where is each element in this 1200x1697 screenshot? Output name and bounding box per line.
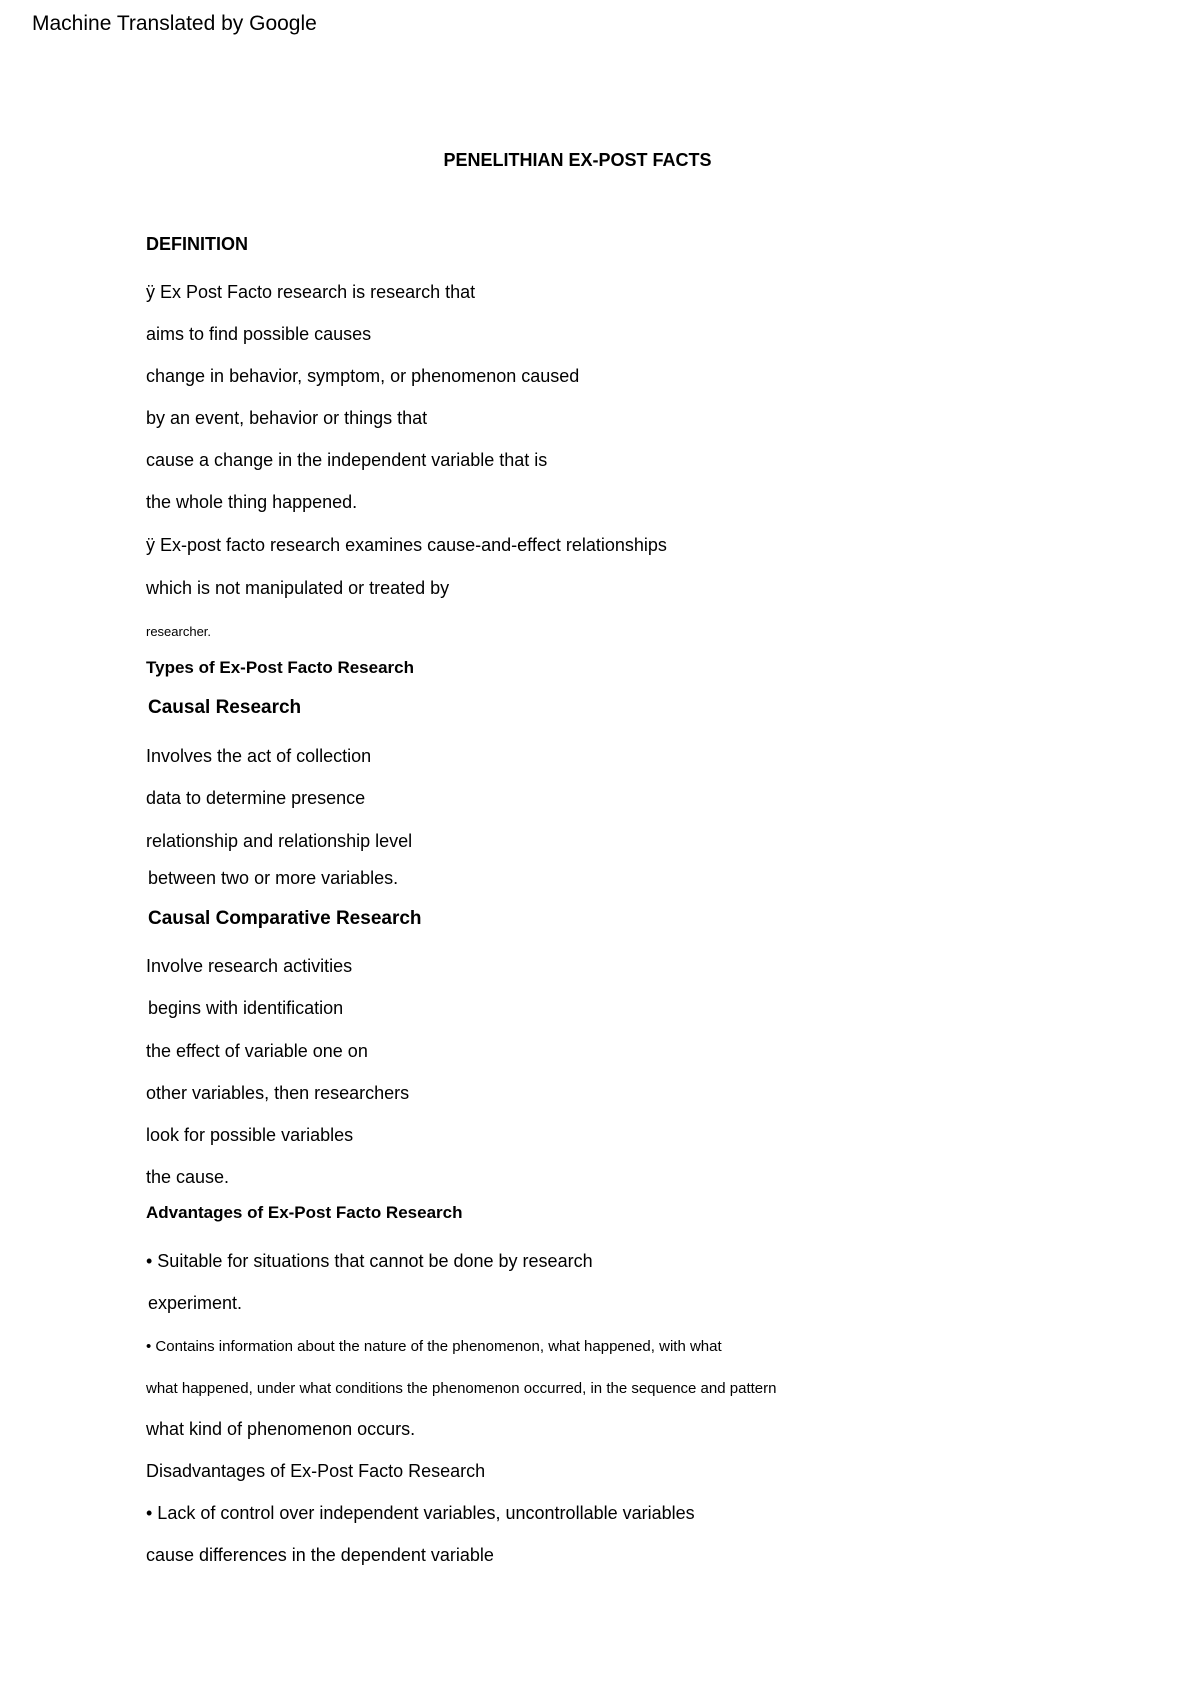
causal-line: Involves the act of collection xyxy=(146,746,372,766)
advantages-line: • Contains information about the nature of the phenomenon, what happened, with what xyxy=(146,1338,722,1355)
advantages-line: what kind of phenomenon occurs. xyxy=(146,1419,416,1439)
document-title: PENELITHIAN EX-POST FACTS xyxy=(443,150,712,170)
causal-line: data to determine presence xyxy=(146,788,366,808)
causal-line: between two or more variables. xyxy=(148,868,399,888)
advantages-heading: Advantages of Ex-Post Facto Research xyxy=(146,1203,463,1222)
comparative-line: Involve research activities xyxy=(146,956,353,976)
definition-line: ÿ Ex-post facto research examines cause-and-effect relationships xyxy=(146,535,667,555)
advantages-line: • Suitable for situations that cannot be done by research xyxy=(146,1251,593,1271)
disadvantages-heading: Disadvantages of Ex-Post Facto Research xyxy=(146,1461,486,1481)
disadvantages-line: cause differences in the dependent variable xyxy=(146,1545,494,1565)
comparative-line: begins with identification xyxy=(148,998,344,1018)
comparative-line: look for possible variables xyxy=(146,1125,354,1145)
disadvantages-line: • Lack of control over independent variables, uncontrollable variables xyxy=(146,1503,695,1523)
advantages-line: experiment. xyxy=(148,1293,243,1313)
advantages-line: what happened, under what conditions the phenomenon occurred, in the sequence and pattern xyxy=(146,1380,777,1397)
definition-line: which is not manipulated or treated by xyxy=(146,578,450,598)
definition-line: by an event, behavior or things that xyxy=(146,408,428,428)
definition-line: the whole thing happened. xyxy=(146,492,358,512)
types-heading: Types of Ex-Post Facto Research xyxy=(146,658,414,677)
definition-line: cause a change in the independent variable that is xyxy=(146,450,548,470)
causal-line: relationship and relationship level xyxy=(146,831,413,851)
definition-line: aims to find possible causes xyxy=(146,324,372,344)
comparative-line: the effect of variable one on xyxy=(146,1041,368,1061)
comparative-heading: Causal Comparative Research xyxy=(148,908,422,929)
definition-heading: DEFINITION xyxy=(146,234,248,254)
definition-line: researcher. xyxy=(146,624,212,639)
definition-line: change in behavior, symptom, or phenomenon caused xyxy=(146,366,580,386)
comparative-line: other variables, then researchers xyxy=(146,1083,410,1103)
definition-line: ÿ Ex Post Facto research is research that xyxy=(146,282,476,302)
watermark-label: Machine Translated by Google xyxy=(32,12,317,35)
causal-heading: Causal Research xyxy=(148,697,302,718)
comparative-line: the cause. xyxy=(146,1167,230,1187)
